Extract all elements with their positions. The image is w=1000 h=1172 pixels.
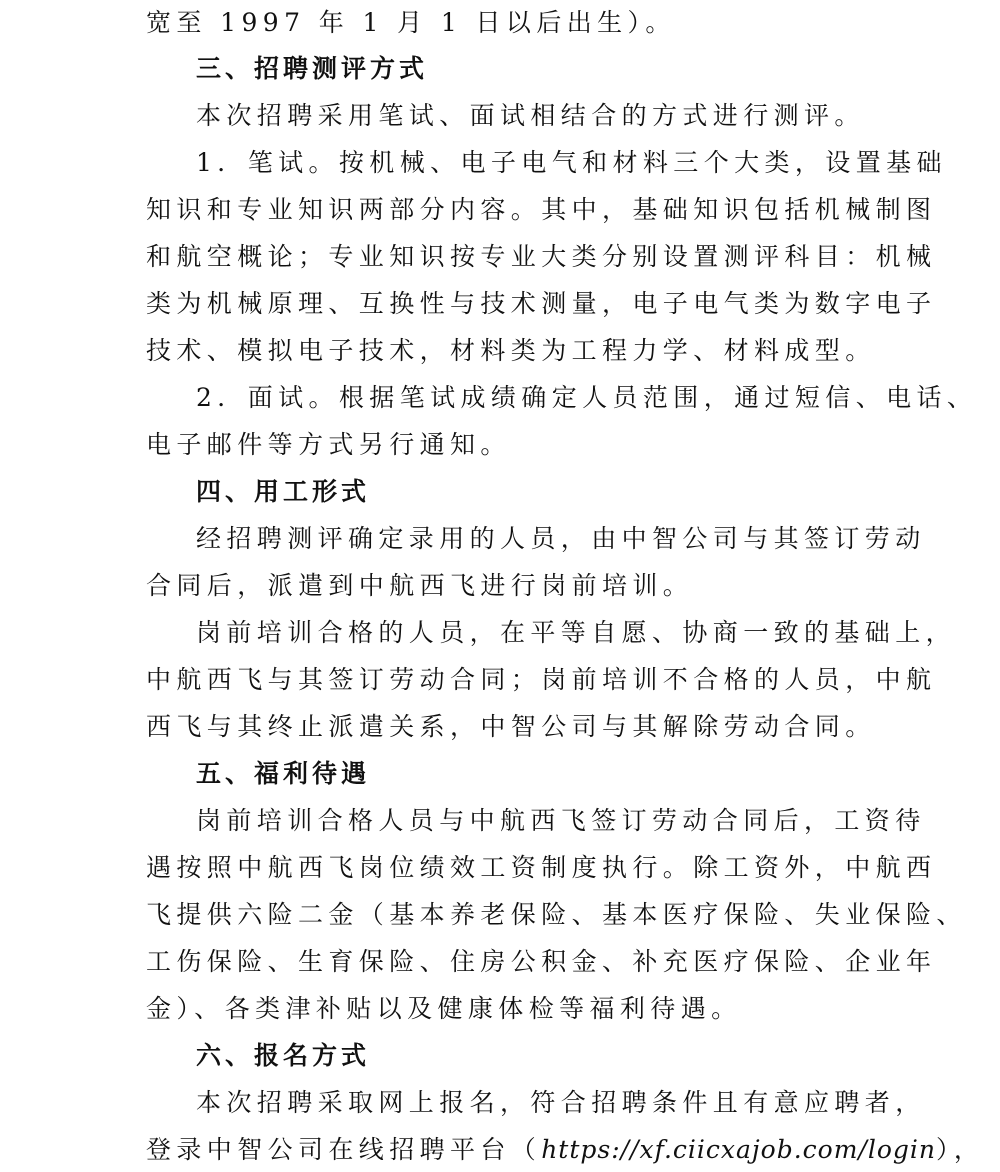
text-line: 遇按照中航西飞岗位绩效工资制度执行。除工资外，中航西 — [146, 853, 937, 882]
text-line: 宽至 1997 年 1 月 1 日以后出生）。 — [146, 8, 676, 37]
text-line-with-link — [146, 1135, 984, 1165]
text-line: 工伤保险、生育保险、住房公积金、补充医疗保险、企业年 — [146, 947, 937, 976]
text-line: 中航西飞与其签订劳动合同；岗前培训不合格的人员，中航 — [146, 665, 937, 694]
section-heading-employment: 四、用工形式 — [196, 477, 371, 506]
link-suffix: ）， — [936, 1135, 985, 1164]
registration-url-link[interactable]: https://xf.ciicxajob.com/login — [541, 1135, 936, 1164]
text-line: 西飞与其终止派遣关系，中智公司与其解除劳动合同。 — [146, 712, 876, 741]
text-line: 合同后，派遣到中航西飞进行岗前培训。 — [146, 571, 694, 600]
text-line: 本次招聘采取网上报名，符合招聘条件且有意应聘者， — [196, 1088, 926, 1117]
text-line: 本次招聘采用笔试、面试相结合的方式进行测评。 — [196, 101, 865, 130]
section-heading-benefits: 五、福利待遇 — [196, 759, 371, 788]
section-heading-evaluation: 三、招聘测评方式 — [196, 54, 429, 83]
text-line: 飞提供六险二金（基本养老保险、基本医疗保险、失业保险、 — [146, 900, 967, 929]
text-line: 和航空概论；专业知识按专业大类分别设置测评科目：机械 — [146, 242, 937, 271]
text-line: 电子邮件等方式另行通知。 — [146, 430, 511, 459]
link-prefix: 登录中智公司在线招聘平台（ — [146, 1135, 542, 1164]
text-line: 金）、各类津补贴以及健康体检等福利待遇。 — [146, 994, 742, 1023]
text-line: 类为机械原理、互换性与技术测量，电子电气类为数字电子 — [146, 289, 937, 318]
text-line: 经招聘测评确定录用的人员，由中智公司与其签订劳动 — [196, 524, 926, 553]
text-line: 知识和专业知识两部分内容。其中，基础知识包括机械制图 — [146, 195, 937, 224]
text-line: 岗前培训合格人员与中航西飞签订劳动合同后，工资待 — [196, 806, 926, 835]
text-line: 技术、模拟电子技术，材料类为工程力学、材料成型。 — [146, 336, 876, 365]
text-line: 2．面试。根据笔试成绩确定人员范围，通过短信、电话、 — [196, 383, 978, 412]
text-line: 岗前培训合格的人员，在平等自愿、协商一致的基础上， — [196, 618, 957, 647]
text-line: 1．笔试。按机械、电子电气和材料三个大类，设置基础 — [196, 148, 947, 177]
section-heading-registration: 六、报名方式 — [196, 1041, 371, 1070]
